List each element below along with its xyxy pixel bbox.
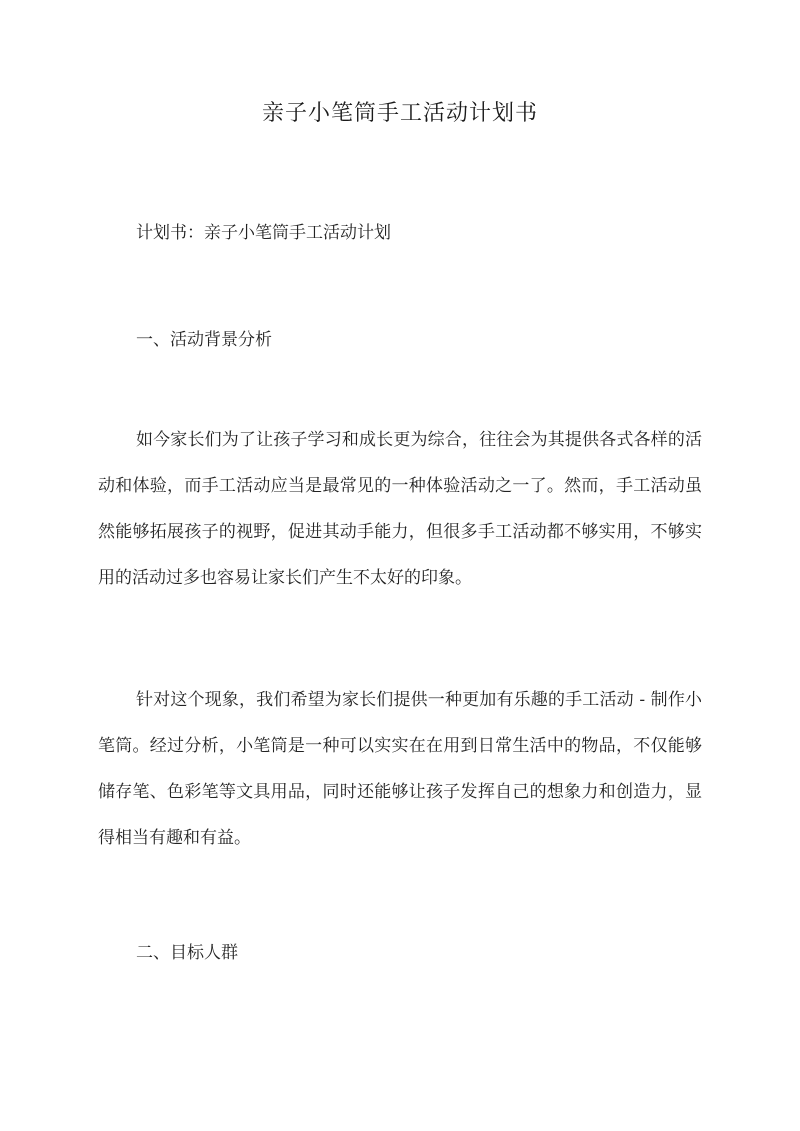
paragraph-background: 如今家长们为了让孩子学习和成长更为综合，往往会为其提供各式各样的活动和体验，而手工活动应当是最常见的一种体验活动之一了。然而，手工活动虽然能够拓展孩子的视野，促进其动手能力，但很多手工活动都不够实用，不够实用的活动过多也容易让家长们产生不太好的印象。 [98, 430, 702, 588]
document-title: 亲子小笔筒手工活动计划书 [261, 101, 538, 126]
section-heading-background: 一、活动背景分析 [136, 330, 272, 350]
section-heading-target-audience: 二、目标人群 [136, 943, 238, 963]
paragraph-proposal: 针对这个现象，我们希望为家长们提供一种更加有乐趣的手工活动 - 制作小笔筒。经过分析，小笔筒是一种可以实实在在用到日常生活中的物品，不仅能够储存笔、色彩笔等文具用品，同时还能够让孩子发挥自己的想象力和创造力，显得相当有趣和有益。 [98, 690, 702, 848]
plan-subtitle: 计划书：亲子小笔筒手工活动计划 [136, 223, 391, 243]
